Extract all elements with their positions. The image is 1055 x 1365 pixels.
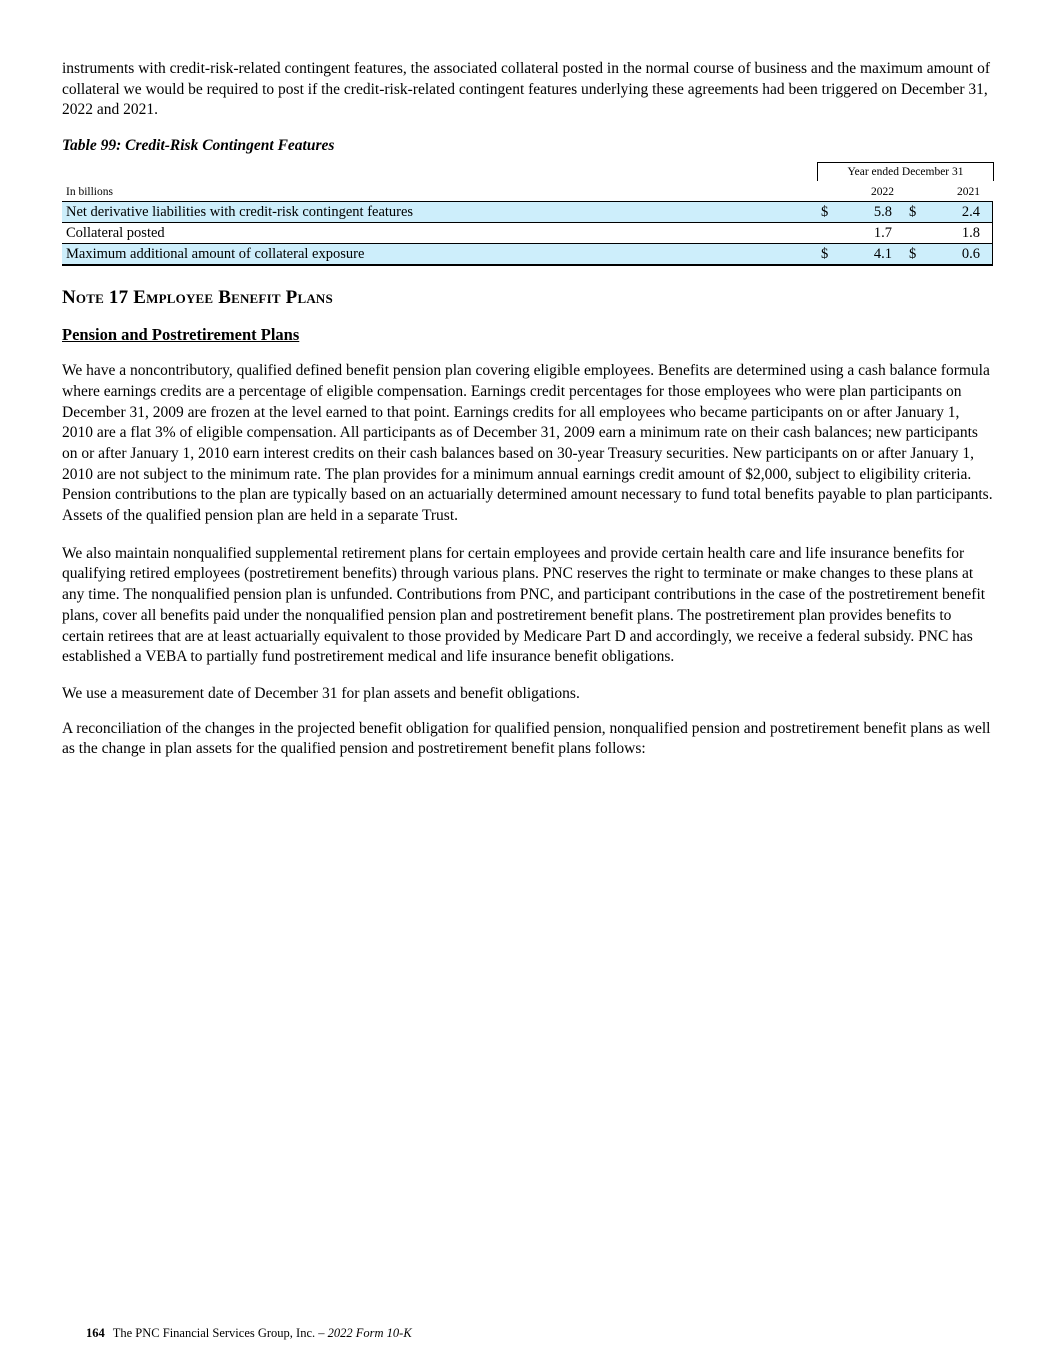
note-heading: Note 17 Employee Benefit Plans [62,287,333,309]
table-caption: Table 99: Credit-Risk Contingent Features [62,137,335,155]
table-units-label: In billions [66,186,113,199]
table-row [62,223,993,244]
paragraph: We use a measurement date of December 31 for plan assets and benefit obligations. [62,684,580,702]
table-year-2021: 2021 [957,186,980,199]
table-year-2022: 2022 [871,186,894,199]
footer-form: 2022 Form 10-K [327,1326,412,1340]
table-body [62,201,993,266]
page-footer [86,1326,412,1341]
value-2021: 1.8 [961,225,980,242]
row-label: Net derivative liabilities with credit-risk contingent features [66,204,414,221]
currency-symbol: $ [821,204,829,221]
paragraph: We have a noncontributory, qualified defined benefit pension plan covering eligible employees. Benefits are determined using a cash balance formula where earnings credits are a percentage of eligible compensation. Earnings credit percentages for those employees who were plan participants on December 31, 2009 are frozen at the level earned to that point. Earnings credits for all employees who became participants on or after January 1, 2010 are a flat 3% of eligible compensation. All participants as of December 31, 2009 earn a minimum rate on their cash balances; new participants on or after January 1, 2010 earn interest credits on their cash balances based on 30-year Treasury securities. New participants on or after January 1, 2010 are not subject to the minimum rate. The plan provides for a minimum annual earnings credit amount of $2,000, subject to eligibility criteria. Pension contributions to the plan are typically based on an actuarially determined amount necessary to fund total benefits payable to plan participants. Assets of the qualified pension plan are held in a separate Trust. [62,362,993,525]
intro-paragraph: instruments with credit-risk-related contingent features, the associated collateral posted in the normal course of business and the maximum amount of collateral we would be required to post if the credit-risk-related contingent features underlying these agreements had been triggered on December 31, 2022 and 2021. [62,60,991,119]
paragraph: We also maintain nonqualified supplemental retirement plans for certain employees and provide certain health care and life insurance benefits for qualifying retired employees (postretirement benefits) through various plans. PNC reserves the right to terminate or make changes to these plans at any time. The nonqualified pension plan is unfunded. Contributions from PNC, and participant contributions in the case of the postretirement benefit plans, cover all benefits paid under the nonqualified pension plan and postretirement benefit plans. The postretirement plan provides benefits to certain retirees that are at least actuarially equivalent to those provided by Medicare Part D and accordingly, we receive a federal subsidy. PNC has established a VEBA to partially fund postretirement medical and life insurance benefit obligations. [62,544,986,666]
page-content [62,59,993,760]
table-header-group: Year ended December 31 [817,162,994,181]
page-number: 164 [86,1326,105,1340]
paragraph: A reconciliation of the changes in the projected benefit obligation for qualified pension, nonqualified pension and postretirement benefit plans as well as the change in plan assets for the qualified pension and postretirement benefit plans follows: [62,719,991,758]
value-2022: 1.7 [873,225,892,242]
currency-symbol: $ [821,246,829,263]
row-label: Collateral posted [66,225,165,242]
currency-symbol: $ [909,246,917,263]
section-subheading: Pension and Postretirement Plans [62,325,300,345]
value-2022: 5.8 [873,204,892,221]
currency-symbol: $ [909,204,917,221]
footer-company: The PNC Financial Services Group, Inc. – [112,1326,328,1340]
row-label: Maximum additional amount of collateral exposure [66,246,365,263]
value-2021: 2.4 [961,204,980,221]
credit-risk-table [62,159,993,263]
value-2021: 0.6 [961,246,980,263]
table-row [62,202,993,223]
value-2022: 4.1 [873,246,892,263]
table-row [62,244,993,264]
